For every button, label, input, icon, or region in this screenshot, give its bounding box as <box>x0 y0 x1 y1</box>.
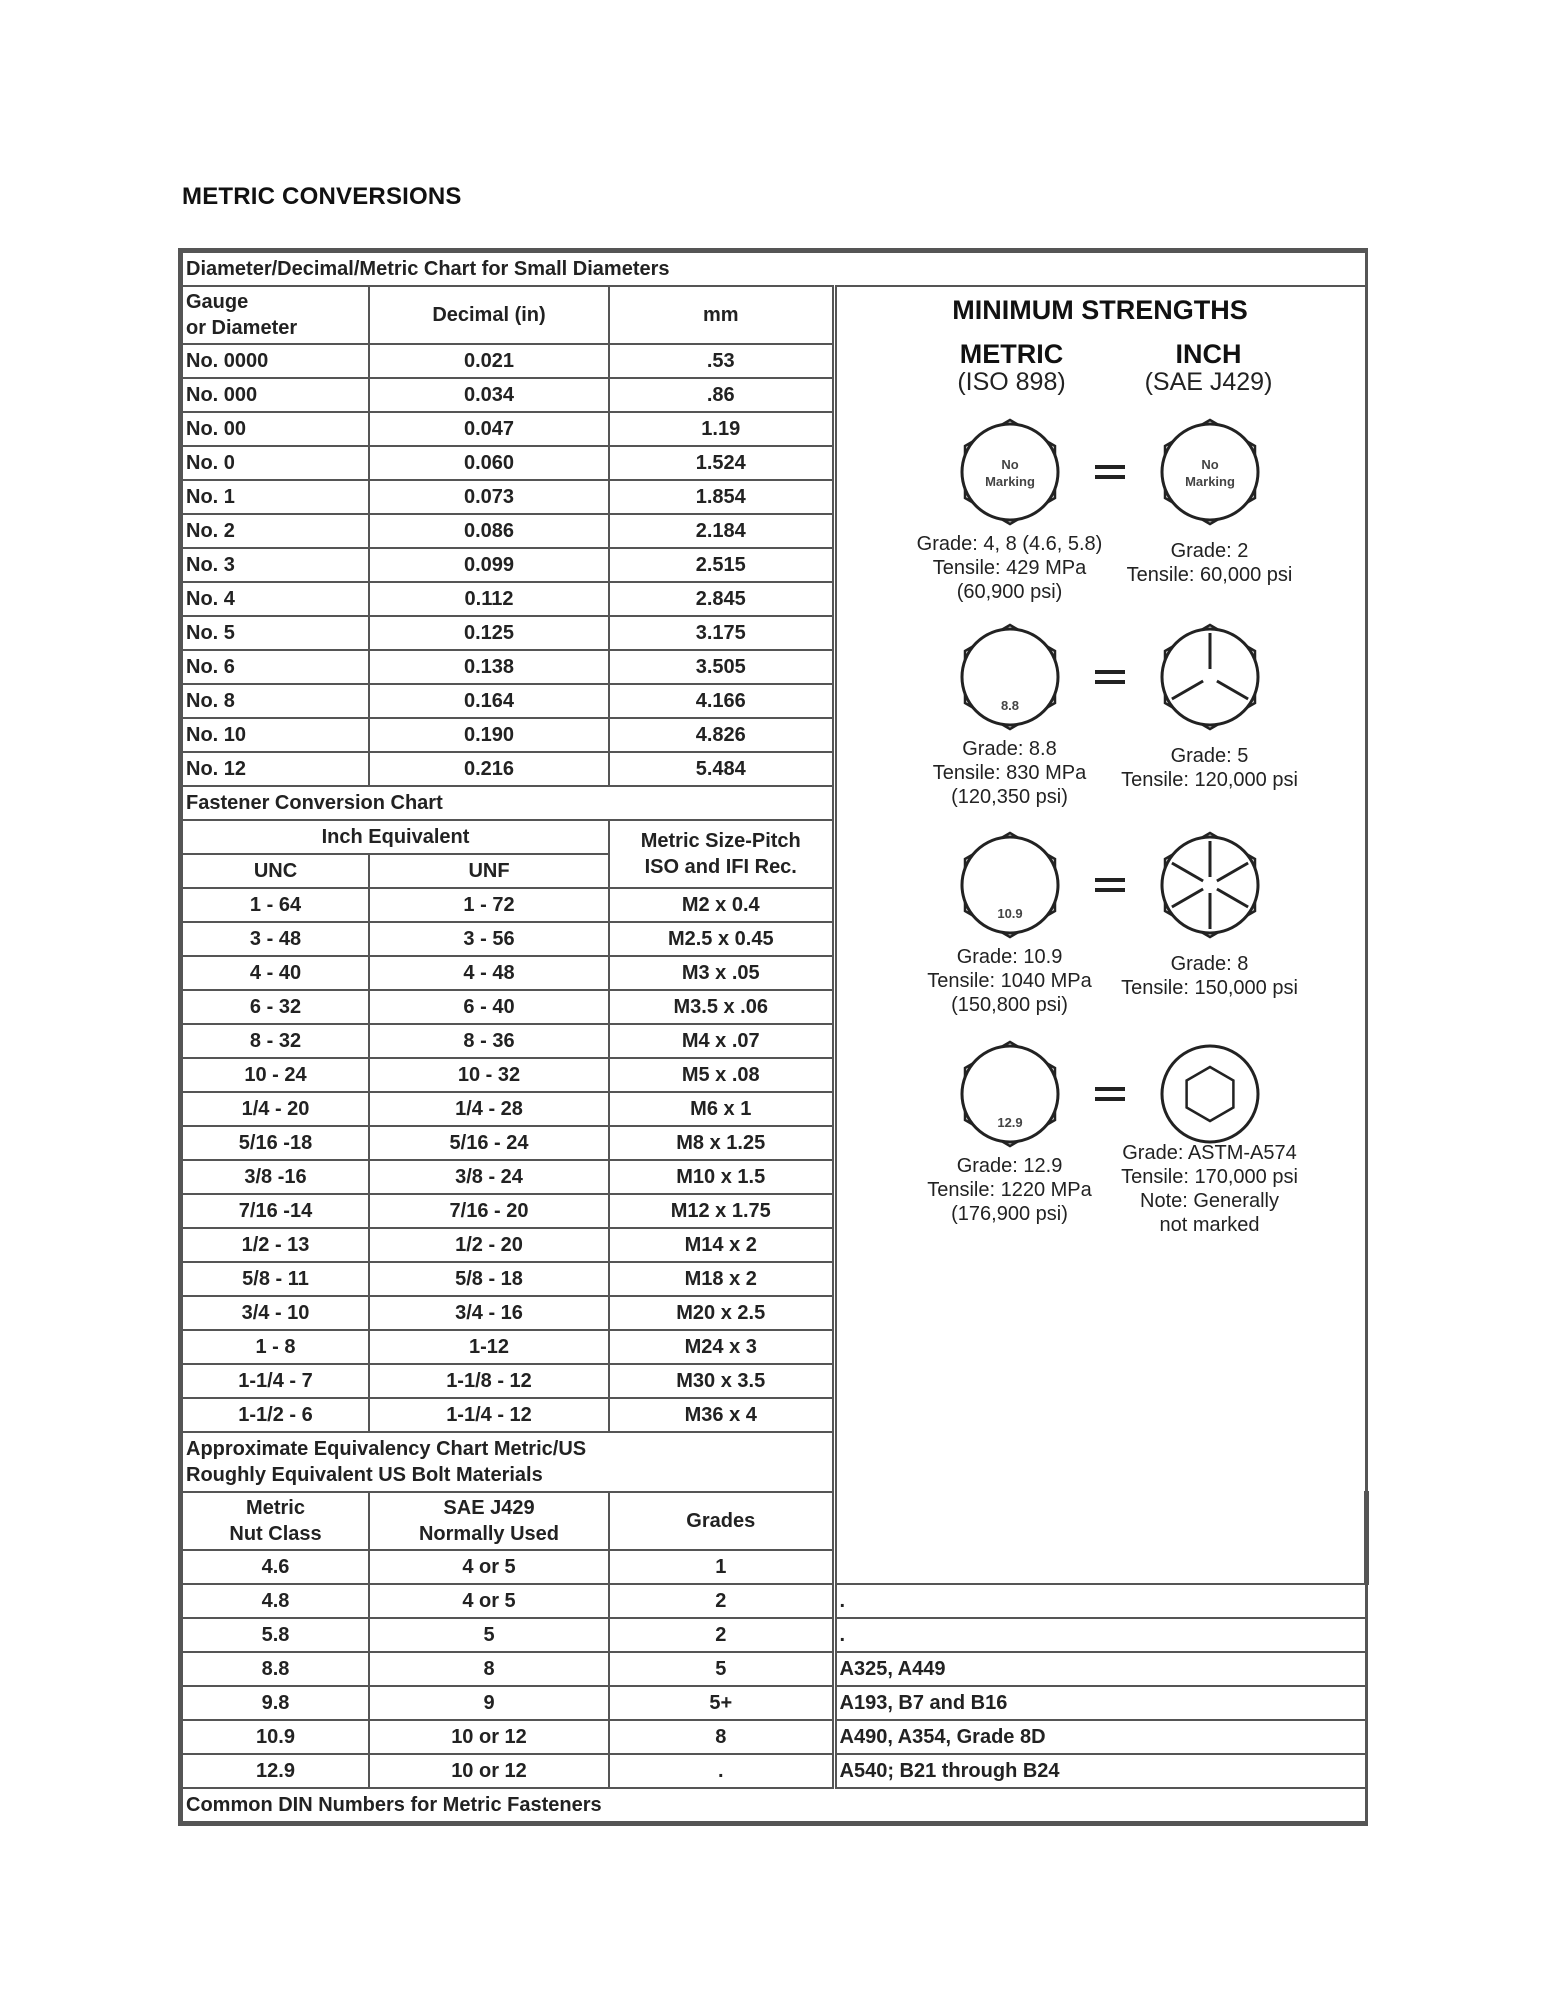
unc-cell: 5/8 - 11 <box>182 1262 369 1296</box>
header-mm: mm <box>609 286 834 344</box>
sae-cell: 9 <box>369 1686 609 1720</box>
no-marking-hex-head-icon <box>1155 417 1265 527</box>
decimal-cell: 0.190 <box>369 718 609 752</box>
header-metric-nut-class-line2: Nut Class <box>229 1523 322 1545</box>
gauge-cell: No. 2 <box>182 514 369 548</box>
sae-cell: 4 or 5 <box>369 1584 609 1618</box>
inch-grade-caption-line: Grade: ASTM-A574 <box>1122 1142 1297 1164</box>
unf-cell: 1/2 - 20 <box>369 1228 609 1262</box>
equivalency-row <box>182 1720 1366 1754</box>
unf-cell: 7/16 - 20 <box>369 1194 609 1228</box>
metric-nut-class-cell: 5.8 <box>182 1618 369 1652</box>
metric-grade-hex-head-icon <box>955 1039 1065 1149</box>
inch-column-heading <box>1099 339 1319 395</box>
metric-bolt-head <box>955 622 1065 732</box>
metric-size-pitch-cell: M8 x 1.25 <box>609 1126 834 1160</box>
header-sae-j429-line1: SAE J429 <box>443 1497 535 1519</box>
inch-grade-caption-line: not marked <box>1159 1214 1260 1236</box>
decimal-cell: 0.164 <box>369 684 609 718</box>
grade-mark-text: 8.8 <box>1000 698 1019 713</box>
mm-cell: 3.505 <box>609 650 834 684</box>
equals-icon <box>1095 465 1125 479</box>
metric-size-pitch-cell: M24 x 3 <box>609 1330 834 1364</box>
unc-cell: 1-1/4 - 7 <box>182 1364 369 1398</box>
mm-cell: .53 <box>609 344 834 378</box>
metric-nut-class-cell: 4.6 <box>182 1550 369 1584</box>
minimum-strengths-title: MINIMUM STRENGTHS <box>952 295 1248 325</box>
unf-cell: 1-1/4 - 12 <box>369 1398 609 1432</box>
washer-circle <box>1162 424 1258 520</box>
astm-grades-cell: . <box>834 1584 1366 1618</box>
gauge-cell: No. 0 <box>182 446 369 480</box>
gauge-cell: No. 10 <box>182 718 369 752</box>
inch-grade-caption-line: Tensile: 60,000 psi <box>1126 564 1293 586</box>
unf-cell: 8 - 36 <box>369 1024 609 1058</box>
metric-size-pitch-cell: M4 x .07 <box>609 1024 834 1058</box>
gauge-cell: No. 4 <box>182 582 369 616</box>
metric-size-pitch-cell: M20 x 2.5 <box>609 1296 834 1330</box>
metric-nut-class-cell: 10.9 <box>182 1720 369 1754</box>
metric-grade-caption-line: Tensile: 1220 MPa <box>927 1179 1092 1201</box>
equivalency-row <box>182 1618 1366 1652</box>
inch-standard: (SAE J429) <box>1144 368 1273 396</box>
metric-grade-caption-line: Tensile: 830 MPa <box>932 762 1087 784</box>
inch-grade-caption <box>1090 1141 1330 1237</box>
decimal-cell: 0.086 <box>369 514 609 548</box>
equivalency-row <box>182 1686 1366 1720</box>
unf-cell: 1/4 - 28 <box>369 1092 609 1126</box>
inch-grade-caption-line: Tensile: 150,000 psi <box>1121 977 1298 999</box>
inch-heading: INCH <box>1175 339 1242 369</box>
metric-nut-class-cell: 4.8 <box>182 1584 369 1618</box>
socket-head-circle <box>1162 1046 1258 1142</box>
inch-grade-caption <box>1090 952 1330 1000</box>
metric-grade-hex-head-icon <box>955 830 1065 940</box>
unc-cell: 3/4 - 10 <box>182 1296 369 1330</box>
three-radial-lines-hex-head-icon <box>1155 622 1265 732</box>
equivalency-section-title-line2: Roughly Equivalent US Bolt Materials <box>186 1464 543 1486</box>
metric-grade-caption-line: (150,800 psi) <box>951 994 1068 1016</box>
metric-grade-caption-line: Grade: 4, 8 (4.6, 5.8) <box>916 533 1103 555</box>
small-diameters-section-title: Diameter/Decimal/Metric Chart for Small Diameters <box>182 252 1366 286</box>
inch-grade-caption-line: Grade: 8 <box>1170 953 1249 975</box>
equivalency-section-title <box>182 1432 1366 1492</box>
mm-cell: 5.484 <box>609 752 834 786</box>
unf-cell: 1 - 72 <box>369 888 609 922</box>
grades-cell: 5 <box>609 1652 834 1686</box>
decimal-cell: 0.047 <box>369 412 609 446</box>
unc-cell: 7/16 -14 <box>182 1194 369 1228</box>
gauge-cell: No. 6 <box>182 650 369 684</box>
metric-nut-class-cell: 8.8 <box>182 1652 369 1686</box>
astm-grades-cell: A193, B7 and B16 <box>834 1686 1366 1720</box>
unc-cell: 3 - 48 <box>182 922 369 956</box>
grades-cell: 2 <box>609 1618 834 1652</box>
metric-size-pitch-cell: M10 x 1.5 <box>609 1160 834 1194</box>
metric-conversion-grid <box>181 251 1367 1823</box>
unc-cell: 8 - 32 <box>182 1024 369 1058</box>
inch-grade-caption-line: Tensile: 170,000 psi <box>1121 1166 1298 1188</box>
metric-size-pitch-cell: M6 x 1 <box>609 1092 834 1126</box>
header-sae-j429 <box>369 1492 609 1550</box>
metric-nut-class-cell: 9.8 <box>182 1686 369 1720</box>
mm-cell: 2.184 <box>609 514 834 548</box>
header-sae-j429-line2: Normally Used <box>418 1523 560 1545</box>
minimum-strengths-panel <box>834 286 1366 1584</box>
page-title: METRIC CONVERSIONS <box>182 183 462 210</box>
grades-cell: 5+ <box>609 1686 834 1720</box>
equivalency-row <box>182 1584 1366 1618</box>
unc-cell: 1/4 - 20 <box>182 1092 369 1126</box>
mm-cell: 1.524 <box>609 446 834 480</box>
decimal-cell: 0.112 <box>369 582 609 616</box>
gauge-cell: No. 12 <box>182 752 369 786</box>
equivalency-row <box>182 1652 1366 1686</box>
gauge-cell: No. 1 <box>182 480 369 514</box>
header-metric-size-pitch-line2: ISO and IFI Rec. <box>644 856 797 878</box>
unc-cell: 6 - 32 <box>182 990 369 1024</box>
equivalency-row <box>182 1754 1366 1788</box>
sae-cell: 5 <box>369 1618 609 1652</box>
gauge-cell: No. 8 <box>182 684 369 718</box>
unc-cell: 1-1/2 - 6 <box>182 1398 369 1432</box>
decimal-cell: 0.099 <box>369 548 609 582</box>
unf-cell: 5/8 - 18 <box>369 1262 609 1296</box>
sae-cell: 4 or 5 <box>369 1550 609 1584</box>
mm-cell: .86 <box>609 378 834 412</box>
mm-cell: 2.845 <box>609 582 834 616</box>
decimal-cell: 0.034 <box>369 378 609 412</box>
header-metric-size-pitch <box>609 820 834 888</box>
mark-text-line1: No <box>1200 457 1219 472</box>
unc-cell: 1 - 8 <box>182 1330 369 1364</box>
unf-cell: 3/8 - 24 <box>369 1160 609 1194</box>
sae-cell: 8 <box>369 1652 609 1686</box>
unf-cell: 4 - 48 <box>369 956 609 990</box>
conversion-tables <box>178 248 1368 1826</box>
metric-size-pitch-cell: M18 x 2 <box>609 1262 834 1296</box>
equivalency-title-row <box>182 1432 1366 1492</box>
inch-bolt-head <box>1155 417 1265 527</box>
gauge-cell: No. 0000 <box>182 344 369 378</box>
metric-grade-caption-line: Grade: 12.9 <box>956 1155 1063 1177</box>
astm-grades-cell: A490, A354, Grade 8D <box>834 1720 1366 1754</box>
mm-cell: 2.515 <box>609 548 834 582</box>
inch-bolt-head <box>1155 1039 1265 1149</box>
inch-grade-caption <box>1090 744 1330 792</box>
metric-grade-caption-line: (120,350 psi) <box>951 786 1068 808</box>
mm-cell: 3.175 <box>609 616 834 650</box>
metric-column-heading <box>902 339 1122 395</box>
metric-grade-caption-line: (176,900 psi) <box>951 1203 1068 1225</box>
header-gauge-line2: or Diameter <box>186 317 298 339</box>
header-gauge <box>182 286 369 344</box>
grades-cell: 8 <box>609 1720 834 1754</box>
equals-icon <box>1095 1087 1125 1101</box>
small-diameters-title-row <box>182 252 1366 286</box>
grade-mark-text: 12.9 <box>996 1115 1023 1130</box>
unf-cell: 10 - 32 <box>369 1058 609 1092</box>
astm-grades-cell: A325, A449 <box>834 1652 1366 1686</box>
sae-cell: 10 or 12 <box>369 1754 609 1788</box>
unc-cell: 10 - 24 <box>182 1058 369 1092</box>
washer-circle <box>962 424 1058 520</box>
inch-grade-caption-line: Note: Generally <box>1140 1190 1279 1212</box>
unc-cell: 5/16 -18 <box>182 1126 369 1160</box>
grade-mark-text: 10.9 <box>996 906 1023 921</box>
six-radial-lines-hex-head-icon <box>1155 830 1265 940</box>
metric-grade-caption-line: Tensile: 1040 MPa <box>927 970 1092 992</box>
unc-cell: 1 - 64 <box>182 888 369 922</box>
mark-text-line2: Marking <box>984 474 1035 489</box>
unc-cell: 1/2 - 13 <box>182 1228 369 1262</box>
unf-cell: 1-12 <box>369 1330 609 1364</box>
metric-grade-caption-line: Grade: 10.9 <box>956 946 1063 968</box>
grades-cell: 1 <box>609 1550 834 1584</box>
mm-cell: 1.854 <box>609 480 834 514</box>
metric-nut-class-cell: 12.9 <box>182 1754 369 1788</box>
gauge-cell: No. 00 <box>182 412 369 446</box>
decimal-cell: 0.125 <box>369 616 609 650</box>
din-title-row <box>182 1788 1366 1822</box>
decimal-cell: 0.138 <box>369 650 609 684</box>
mark-text-line1: No <box>1000 457 1019 472</box>
mark-text-line2: Marking <box>1184 474 1235 489</box>
header-decimal: Decimal (in) <box>369 286 609 344</box>
metric-size-pitch-cell: M2.5 x 0.45 <box>609 922 834 956</box>
decimal-cell: 0.216 <box>369 752 609 786</box>
metric-grade-caption-line: (60,900 psi) <box>956 581 1063 603</box>
metric-grade-caption-line: Grade: 8.8 <box>962 738 1057 760</box>
metric-size-pitch-cell: M36 x 4 <box>609 1398 834 1432</box>
decimal-cell: 0.073 <box>369 480 609 514</box>
socket-head-hex-recess-icon <box>1155 1039 1265 1149</box>
header-grades: Grades <box>609 1492 834 1550</box>
header-metric-nut-class <box>182 1492 369 1550</box>
header-unc: UNC <box>182 854 369 888</box>
unf-cell: 6 - 40 <box>369 990 609 1024</box>
gauge-cell: No. 3 <box>182 548 369 582</box>
header-inch-equivalent: Inch Equivalent <box>182 820 609 854</box>
inch-grade-caption-line: Tensile: 120,000 psi <box>1121 769 1298 791</box>
decimal-cell: 0.060 <box>369 446 609 480</box>
header-unf: UNF <box>369 854 609 888</box>
equals-icon <box>1095 670 1125 684</box>
inch-bolt-head <box>1155 622 1265 732</box>
unf-cell: 3 - 56 <box>369 922 609 956</box>
metric-bolt-head <box>955 1039 1065 1149</box>
metric-grade-caption-line: Tensile: 429 MPa <box>932 557 1087 579</box>
metric-size-pitch-cell: M3.5 x .06 <box>609 990 834 1024</box>
inch-grade-caption-line: Grade: 5 <box>1170 745 1249 767</box>
metric-standard: (ISO 898) <box>957 368 1066 396</box>
mm-cell: 4.166 <box>609 684 834 718</box>
metric-grade-hex-head-icon <box>955 622 1065 732</box>
metric-size-pitch-cell: M3 x .05 <box>609 956 834 990</box>
no-marking-hex-head-icon <box>955 417 1065 527</box>
metric-bolt-head <box>955 830 1065 940</box>
header-metric-nut-class-line1: Metric <box>246 1497 305 1519</box>
mm-cell: 1.19 <box>609 412 834 446</box>
din-section-title: Common DIN Numbers for Metric Fasteners <box>182 1788 1366 1822</box>
unf-cell: 5/16 - 24 <box>369 1126 609 1160</box>
metric-size-pitch-cell: M12 x 1.75 <box>609 1194 834 1228</box>
metric-size-pitch-cell: M14 x 2 <box>609 1228 834 1262</box>
small-diameters-header-row <box>182 286 1366 344</box>
sae-cell: 10 or 12 <box>369 1720 609 1754</box>
metric-size-pitch-cell: M2 x 0.4 <box>609 888 834 922</box>
decimal-cell: 0.021 <box>369 344 609 378</box>
astm-grades-cell: . <box>834 1618 1366 1652</box>
unc-cell: 3/8 -16 <box>182 1160 369 1194</box>
metric-size-pitch-cell: M5 x .08 <box>609 1058 834 1092</box>
metric-heading: METRIC <box>959 339 1064 369</box>
astm-grades-cell: A540; B21 through B24 <box>834 1754 1366 1788</box>
metric-bolt-head <box>955 417 1065 527</box>
gauge-cell: No. 000 <box>182 378 369 412</box>
fastener-conversion-section-title: Fastener Conversion Chart <box>182 786 834 820</box>
inch-grade-caption-line: Grade: 2 <box>1170 540 1249 562</box>
grades-cell: . <box>609 1754 834 1788</box>
inch-bolt-head <box>1155 830 1265 940</box>
inch-grade-caption <box>1090 539 1330 587</box>
unf-cell: 3/4 - 16 <box>369 1296 609 1330</box>
header-metric-size-pitch-line1: Metric Size-Pitch <box>640 830 801 852</box>
metric-size-pitch-cell: M30 x 3.5 <box>609 1364 834 1398</box>
header-gauge-line1: Gauge <box>186 291 249 313</box>
grades-cell: 2 <box>609 1584 834 1618</box>
equivalency-section-title-line1: Approximate Equivalency Chart Metric/US <box>186 1438 587 1460</box>
equals-icon <box>1095 878 1125 892</box>
mm-cell: 4.826 <box>609 718 834 752</box>
gauge-cell: No. 5 <box>182 616 369 650</box>
unc-cell: 4 - 40 <box>182 956 369 990</box>
unf-cell: 1-1/8 - 12 <box>369 1364 609 1398</box>
